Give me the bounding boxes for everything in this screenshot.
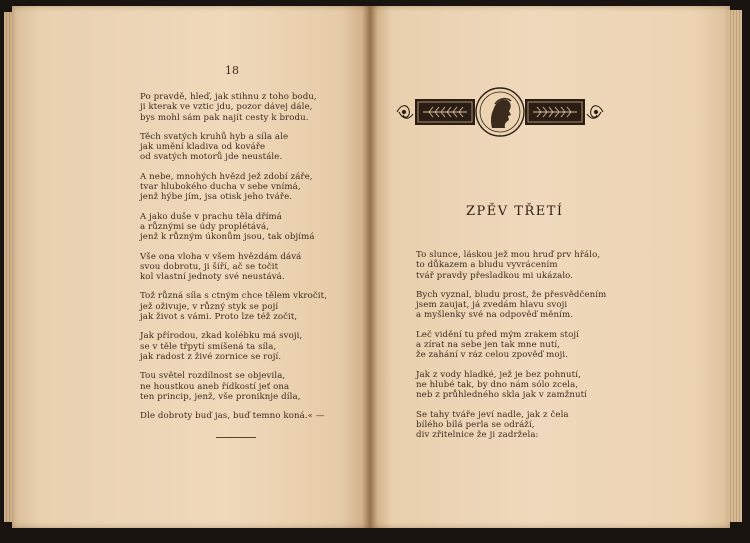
verse-line: se v těle třpytí smíšená ta síla, [140,341,277,352]
stanza [140,252,327,283]
verse-line: To slunce, láskou jež mou hruď prv hřálo, [416,250,601,260]
stanza [416,250,606,281]
stanza [416,290,606,321]
book-gutter [362,6,378,528]
right-poem [416,250,606,449]
verse-line: jenž hýbe jím, jsa otisk jeho tváře. [140,192,293,203]
end-rule [216,437,256,438]
verse-line: jak umění kladiva od kováře [140,142,266,153]
left-scroll-icon [397,106,413,119]
verse-line: kol vlastní jednoty své neustává. [140,272,285,283]
stanza [416,370,606,401]
verse-line: Bych vyznal, bludu prost, že přesvědčením [416,289,607,300]
verse-line: a myšlenky své na odpověď měním. [416,310,574,321]
verse-line: jenž k různým úkonům jsou, tak objímá [140,232,315,243]
stanza [140,331,327,362]
verse-line: tvář pravdy přesladkou mi ukázalo. [416,270,574,281]
verse-line: Dle dobroty buď jas, buď temno koná.« — [140,411,325,422]
verse-line: Jak z vody hladké, jež je bez pohnutí, [416,369,581,380]
verse-line: bílého bílá perla se odráží, [416,419,535,430]
stanza [140,411,327,421]
verse-line: ne hlubé tak, by dno nám sólo zcela, [416,379,579,390]
stanza [416,410,606,441]
verse-line: bys mohl sám pak najít cesty k brodu. [140,112,309,123]
headpiece-ornament [395,86,605,138]
verse-line: jsem zaujat, já zvedám hlavu svoji [416,300,568,311]
left-poem [140,92,327,430]
stanza [140,212,327,243]
stanza [416,330,606,361]
stanza [140,92,327,123]
verse-line: Leč vidění tu před mým zrakem stojí [416,329,579,340]
verse-line: div zřitelnice že ji zadržela: [416,430,539,441]
verse-line: Tou světel rozdílnost se objevila, [140,371,286,382]
stanza [140,172,327,203]
verse-line: Tož různá síla s ctným chce tělem vkročit, [140,291,328,302]
verse-line: a různými se údy proplétává, [140,221,270,232]
verse-line: Po pravdě, hleď, jak stihnu z toho bodu, [140,92,317,102]
page-number: 18 [225,64,239,77]
right-page-edges [728,10,742,522]
verse-line: ji kterak ve vztic jdu, pozor dávej dále, [140,102,313,113]
verse-line: ten princip, jenž, vše proniknje díla, [140,391,301,402]
stanza [140,291,327,322]
verse-line: to důkazem a bludu vyvrácením [416,260,558,271]
verse-line: a zírat na sebe jen tak mne nutí, [416,340,561,351]
verse-line: ne houstkou aneb řídkostí jeť ona [140,381,290,392]
verse-line: A jako duše v prachu těla dřímá [140,211,282,222]
stanza [140,132,327,163]
verse-line: Se tahy tváře jeví nadle, jak z čela [416,409,569,420]
verse-line: tvar hlubokého ducha v sebe vnímá, [140,182,301,193]
verse-line: jak život s vámi. Proto lze též zočit, [140,312,298,323]
verse-line: Vše ona vloha v všem hvězdám dává [140,251,302,262]
verse-line: neb z průhledného skla jak v zamžnutí [416,390,588,401]
chapter-title: ZPĚV TŘETÍ [466,204,564,219]
verse-line: od svatých motorů jde neustále. [140,152,283,163]
right-scroll-icon [587,106,603,119]
verse-line: jak radost z živé zornice se rojí. [140,351,282,362]
verse-line: Jak přírodou, zkad kolébku má svoji, [140,331,303,342]
stanza [140,371,327,402]
verse-line: že zahání v ráz celou zpověď moji. [416,350,569,361]
verse-line: A nebe, mnohých hvězd jež zdobí záře, [140,171,313,182]
verse-line: jež oživuje, v různý styk se pojí [140,301,279,312]
verse-line: svou dobrotu, ji šíří, ač se točit [140,261,279,272]
verse-line: Těch svatých kruhů hyb a síla ale [140,131,289,142]
portrait-medallion-icon [476,88,524,136]
